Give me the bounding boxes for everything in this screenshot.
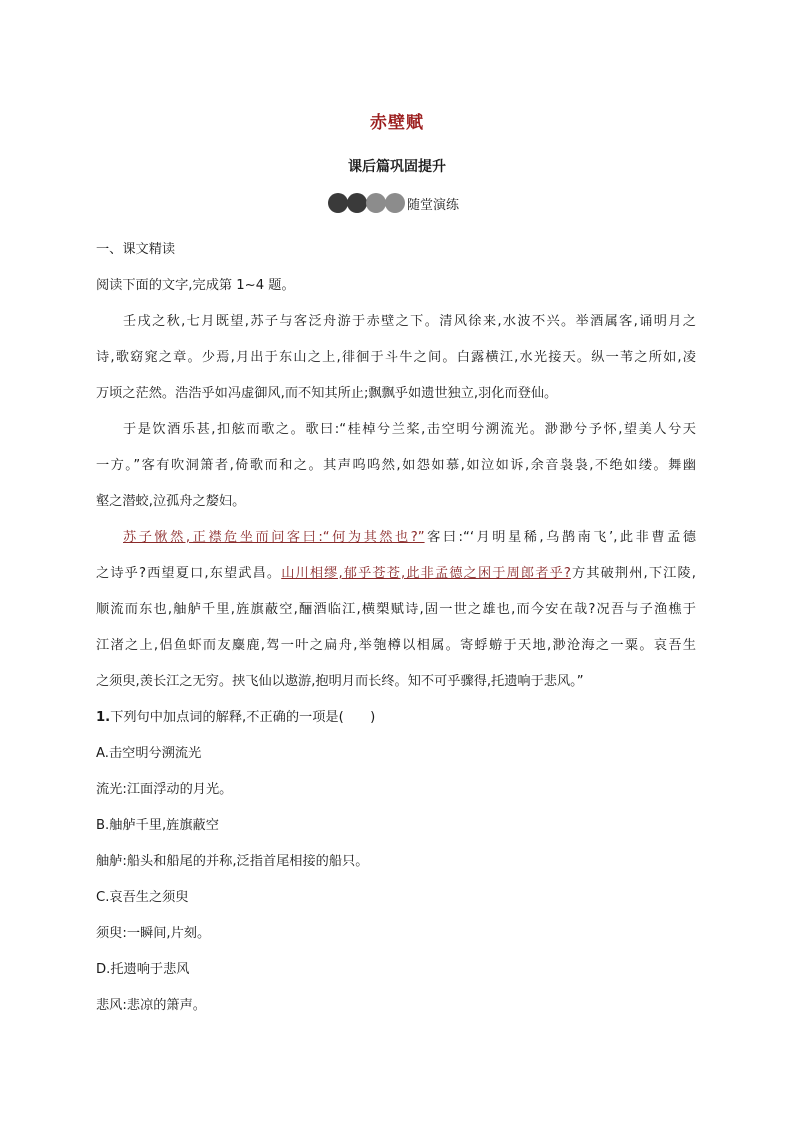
passage-text: 之诗乎?西望夏口,东望武昌。: [96, 566, 282, 581]
option-sentence: B.舳舻千里,旌旗蔽空: [96, 818, 219, 833]
passage-line: 之须臾,羡长江之无穷。挟飞仙以遨游,抱明月而长终。知不可乎骤得,托遗响于悲风。”: [96, 674, 584, 689]
passage-line: 壬戌之秋,七月既望,苏子与客泛舟游于赤壁之下。清风徐来,水波不兴。举酒属客,诵明月之: [123, 314, 696, 329]
practice-banner: [328, 192, 459, 214]
instruction: 阅读下面的文字,完成第 1~4 题。: [96, 278, 295, 293]
passage-line: 江渚之上,侣鱼虾而友麋鹿,驾一叶之扁舟,举匏樽以相属。寄蜉蝣于天地,渺沧海之一粟。哀吾生: [96, 638, 696, 653]
page-subtitle: 课后篇巩固提升: [348, 159, 446, 175]
option-sentence: D.托遗响于悲风: [96, 962, 190, 977]
passage-paragraph-3: [96, 520, 696, 700]
question-number: 1.: [96, 710, 111, 725]
option-explanation: 舳舻:船头和船尾的并称,泛指首尾相接的船只。: [96, 854, 369, 869]
circle-icon: [385, 193, 405, 213]
question-stem: [96, 700, 696, 736]
option-explanation: 须臾:一瞬间,片刻。: [96, 926, 211, 941]
document-body: [96, 232, 696, 1024]
passage-paragraph-2: [96, 412, 696, 520]
passage-line: 诗,歌窈窕之章。少焉,月出于东山之上,徘徊于斗牛之间。白露横江,水光接天。纵一苇之所如,凌: [96, 350, 696, 365]
passage-line: [96, 520, 696, 556]
option-sentence: C.哀吾生之须臾: [96, 890, 189, 905]
passage-line: 万顷之茫然。浩浩乎如冯虚御风,而不知其所止;飘飘乎如遗世独立,羽化而登仙。: [96, 386, 558, 401]
passage-paragraph-1: [96, 304, 696, 412]
passage-text: 客曰:“‘月明星稀,乌鹊南飞’,此非曹孟德: [424, 530, 696, 545]
passage-line: 顺流而东也,舳舻千里,旌旗蔽空,酾酒临江,横槊赋诗,固一世之雄也,而今安在哉?况吾与子渔樵于: [96, 602, 696, 617]
section-heading: 一、课文精读: [96, 242, 176, 257]
option-explanation: 悲风:悲凉的箫声。: [96, 998, 206, 1013]
question-text: 下列句中加点词的解释,不正确的一项是( ): [110, 710, 376, 725]
option-explanation: 流光:江面浮动的月光。: [96, 782, 233, 797]
underlined-sentence: 山川相缪,郁乎苍苍,此非孟德之困于周郎者乎?: [281, 566, 571, 581]
circle-icon: [347, 193, 367, 213]
page-title: 赤壁赋: [370, 113, 424, 133]
passage-line: 一方。”客有吹洞箫者,倚歌而和之。其声呜呜然,如怨如慕,如泣如诉,余音袅袅,不绝如缕。舞幽: [96, 458, 696, 473]
circle-icon: [328, 193, 348, 213]
passage-line: 壑之潜蛟,泣孤舟之嫠妇。: [96, 494, 246, 509]
passage-line: 于是饮酒乐甚,扣舷而歌之。歌曰:“桂棹兮兰桨,击空明兮溯流光。渺渺兮予怀,望美人兮天: [123, 422, 696, 437]
passage-line: [96, 556, 696, 592]
practice-label: 随堂演练: [407, 197, 460, 213]
passage-text: 方其破荆州,下江陵,: [570, 566, 696, 581]
circle-icon: [366, 193, 386, 213]
underlined-sentence: 苏子愀然,正襟危坐而问客曰:“何为其然也?”: [123, 530, 425, 545]
option-sentence: A.击空明兮溯流光: [96, 746, 202, 761]
